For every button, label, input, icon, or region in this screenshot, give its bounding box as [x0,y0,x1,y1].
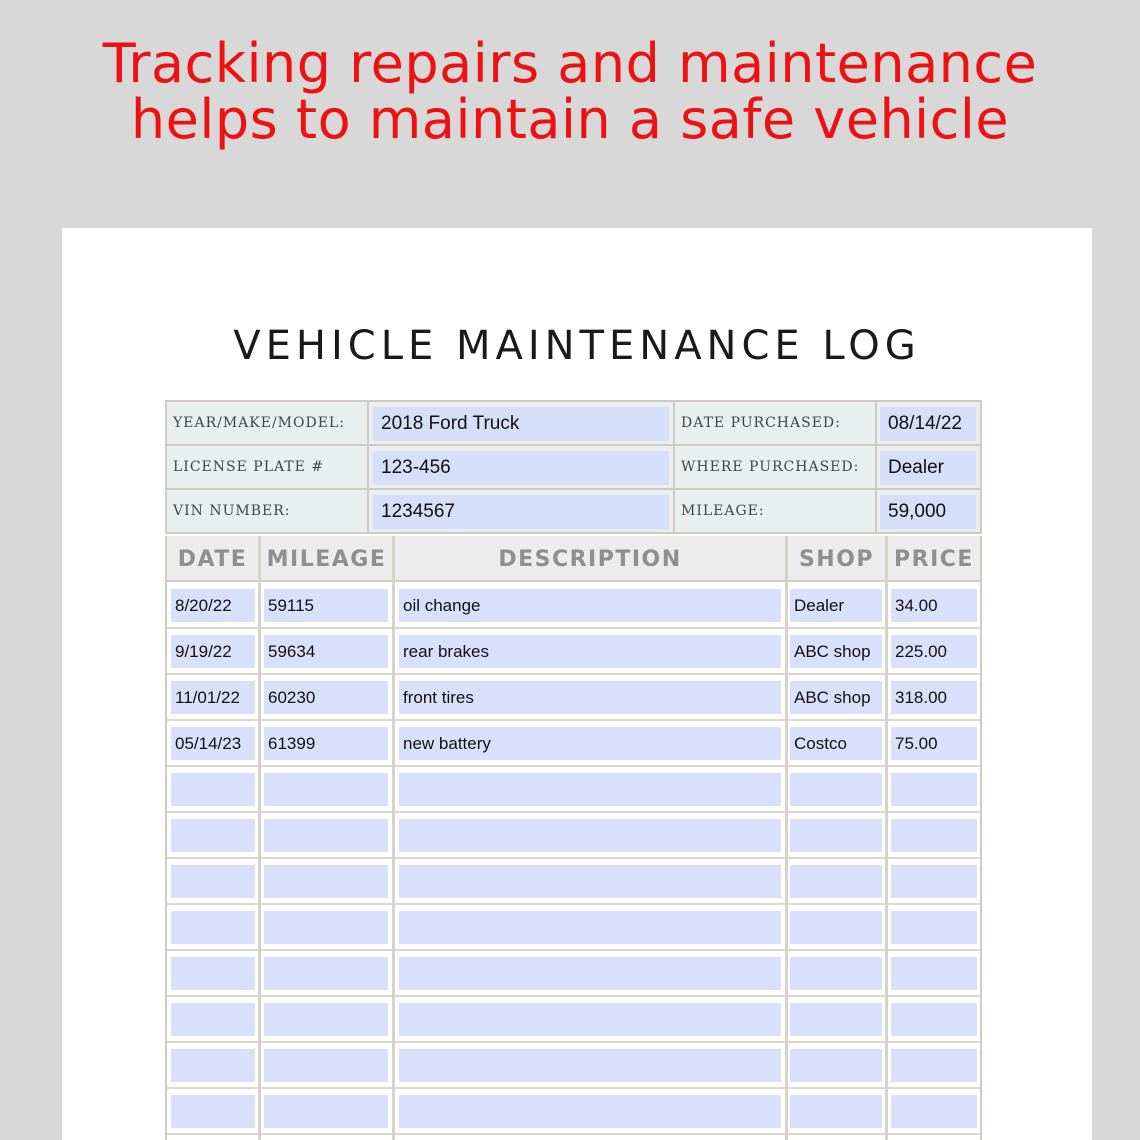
log-row [167,997,980,1043]
log-cell-date[interactable]: 8/20/22 [171,589,255,622]
log-cell-price[interactable]: 34.00 [891,589,977,622]
headline-line-1: Tracking repairs and maintenance [102,32,1038,95]
log-cell-shop[interactable] [790,819,882,852]
log-cell-shop[interactable] [790,957,882,990]
log-cell-price[interactable] [891,773,977,806]
log-cell-date[interactable]: 05/14/23 [171,727,255,760]
log-row [167,675,980,721]
license-plate-label: LICENSE PLATE # [173,459,325,475]
log-cell-price[interactable] [891,819,977,852]
log-cell-description[interactable] [399,911,781,944]
divider [875,446,877,488]
mileage-label: MILEAGE: [681,503,765,519]
vin-label: VIN NUMBER: [173,503,291,519]
log-row [167,583,980,629]
log-cell-date[interactable] [171,1095,255,1128]
log-cell-mileage[interactable] [264,865,388,898]
column-divider [885,536,888,1140]
log-cell-price[interactable] [891,1095,977,1128]
promo-headline [0,32,1140,151]
document-title: VEHICLE MAINTENANCE LOG [233,323,921,369]
divider [367,402,369,444]
header-shop: SHOP [798,546,875,572]
log-cell-description[interactable] [399,865,781,898]
log-cell-description[interactable]: front tires [399,681,781,714]
log-cell-mileage[interactable]: 61399 [264,727,388,760]
log-cell-mileage[interactable]: 59115 [264,589,388,622]
info-row-license-plate [167,446,980,490]
license-plate-field[interactable]: 123-456 [373,451,669,485]
log-cell-price[interactable] [891,957,977,990]
log-row [167,767,980,813]
log-cell-shop[interactable]: Costco [790,727,882,760]
log-cell-date[interactable] [171,1003,255,1036]
date-purchased-label: DATE PURCHASED: [681,415,841,431]
log-cell-mileage[interactable] [264,957,388,990]
log-cell-date[interactable]: 9/19/22 [171,635,255,668]
log-cell-description[interactable] [399,1049,781,1082]
divider [367,446,369,488]
log-cell-description[interactable] [399,819,781,852]
header-mileage: MILEAGE [266,546,387,572]
log-cell-price[interactable]: 225.00 [891,635,977,668]
log-row [167,905,980,951]
log-cell-date[interactable] [171,957,255,990]
log-cell-price[interactable] [891,911,977,944]
log-cell-mileage[interactable] [264,911,388,944]
log-cell-mileage[interactable] [264,1095,388,1128]
log-cell-description[interactable] [399,1003,781,1036]
log-cell-date[interactable] [171,1049,255,1082]
column-divider [785,536,788,1140]
log-cell-shop[interactable] [790,1003,882,1036]
purchase-mileage-field[interactable]: 59,000 [880,495,976,529]
year-make-model-field[interactable]: 2018 Ford Truck [373,407,669,441]
log-cell-shop[interactable]: ABC shop [790,635,882,668]
log-cell-mileage[interactable] [264,1003,388,1036]
log-cell-mileage[interactable] [264,819,388,852]
header-date: DATE [177,546,248,572]
log-cell-date[interactable]: 11/01/22 [171,681,255,714]
log-cell-date[interactable] [171,819,255,852]
divider [367,490,369,532]
where-purchased-label: WHERE PURCHASED: [681,459,860,475]
log-cell-shop[interactable] [790,773,882,806]
maintenance-log-table [165,536,982,1140]
log-cell-description[interactable]: rear brakes [399,635,781,668]
log-cell-mileage[interactable] [264,773,388,806]
log-cell-shop[interactable] [790,911,882,944]
vin-field[interactable]: 1234567 [373,495,669,529]
log-cell-price[interactable]: 75.00 [891,727,977,760]
log-cell-description[interactable] [399,773,781,806]
log-cell-shop[interactable]: ABC shop [790,681,882,714]
log-cell-date[interactable] [171,865,255,898]
log-cell-description[interactable] [399,1095,781,1128]
log-cell-mileage[interactable]: 59634 [264,635,388,668]
log-cell-date[interactable] [171,911,255,944]
log-row [167,951,980,997]
log-cell-price[interactable]: 318.00 [891,681,977,714]
log-cell-description[interactable]: oil change [399,589,781,622]
divider [875,490,877,532]
log-cell-shop[interactable] [790,865,882,898]
log-cell-description[interactable]: new battery [399,727,781,760]
log-row [167,1043,980,1089]
log-row [167,721,980,767]
log-row [167,1089,980,1135]
divider [875,402,877,444]
headline-line-2: helps to maintain a safe vehicle [130,88,1010,151]
log-cell-price[interactable] [891,1049,977,1082]
log-cell-price[interactable] [891,1003,977,1036]
log-cell-description[interactable] [399,957,781,990]
header-price: PRICE [894,546,974,572]
log-row [167,629,980,675]
vehicle-info-table [165,400,982,534]
where-purchased-field[interactable]: Dealer [880,451,976,485]
date-purchased-field[interactable]: 08/14/22 [880,407,976,441]
log-cell-mileage[interactable] [264,1049,388,1082]
year-make-model-label: YEAR/MAKE/MODEL: [173,415,345,431]
header-description: DESCRIPTION [498,546,682,572]
log-header-row [167,536,980,582]
info-row-vin [167,490,980,532]
log-row [167,813,980,859]
log-cell-date[interactable] [171,773,255,806]
log-cell-shop[interactable]: Dealer [790,589,882,622]
log-cell-mileage[interactable]: 60230 [264,681,388,714]
log-cell-shop[interactable] [790,1049,882,1082]
column-divider [258,536,261,1140]
info-row-year-make-model [167,402,980,446]
log-cell-shop[interactable] [790,1095,882,1128]
column-divider [392,536,395,1140]
log-cell-price[interactable] [891,865,977,898]
log-sheet [62,228,1092,1140]
log-row [167,859,980,905]
